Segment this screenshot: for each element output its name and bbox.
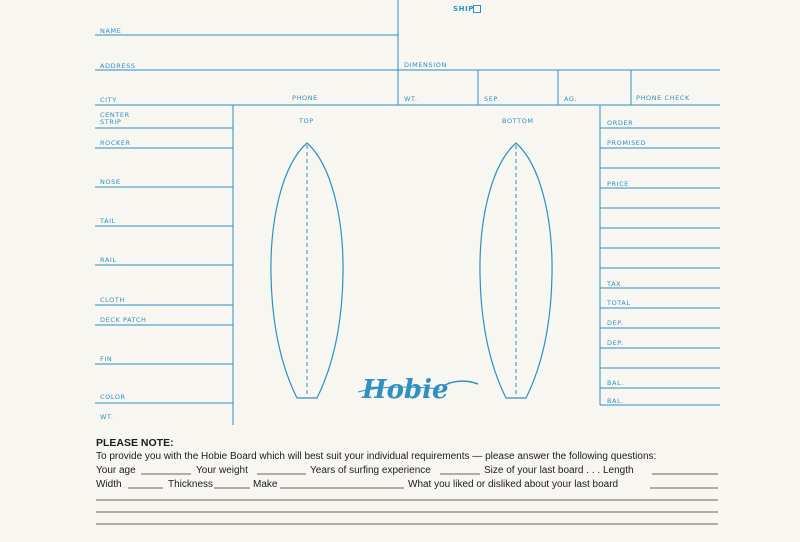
name-label: NAME (100, 27, 122, 35)
top-view-label: TOP (299, 117, 314, 125)
promised-label: PROMISED (607, 139, 647, 147)
center-strip-label-1: CENTER (100, 111, 130, 119)
wt-bottom-label: WT. (100, 413, 114, 421)
experience-question: Years of surfing experience (310, 465, 431, 476)
thickness-question: Thickness (168, 479, 214, 490)
dep-label-2: DEP. (607, 339, 624, 347)
price-label: PRICE (607, 180, 629, 188)
bal-label-2: BAL. (607, 397, 624, 405)
rail-label: RAIL (100, 256, 117, 264)
cloth-label: CLOTH (100, 296, 125, 304)
ship-label: SHIP (453, 5, 475, 13)
address-label: ADDRESS (100, 62, 136, 70)
color-label: COLOR (100, 393, 126, 401)
please-note-title: PLEASE NOTE: (96, 437, 174, 449)
city-label: CITY (100, 96, 117, 104)
width-question: Width (96, 479, 122, 490)
rocker-label: ROCKER (100, 139, 131, 147)
age-question: Your age (96, 465, 136, 476)
phone-label: PHONE (292, 94, 318, 102)
bottom-view-label: BOTTOM (502, 117, 534, 125)
order-label: ORDER (607, 119, 634, 127)
please-note-intro: To provide you with the Hobie Board which will best suit your individual requirements — please answer the following questions: (96, 451, 657, 462)
fin-label: FIN (100, 355, 113, 363)
liked-question: What you liked or disliked about your last board (408, 479, 619, 490)
center-strip-label-2: STRIP (100, 118, 122, 126)
dep-label-1: DEP. (607, 319, 624, 327)
tail-label: TAIL (100, 217, 116, 225)
tax-label: TAX (607, 280, 622, 288)
phone-check-label: PHONE CHECK (636, 94, 690, 102)
hobie-logo-text: Hobie (362, 375, 449, 405)
weight-question: Your weight (196, 465, 248, 476)
make-question: Make (253, 479, 278, 490)
total-label: TOTAL (607, 299, 631, 307)
last-size-question: Size of your last board . . . Length (484, 465, 634, 476)
bal-label-1: BAL. (607, 379, 624, 387)
ag-label: AG. (564, 95, 578, 103)
sep-label: SEP. (484, 95, 500, 103)
deck-patch-label: DECK PATCH (100, 316, 147, 324)
nose-label: NOSE (100, 178, 121, 186)
dimension-label: DIMENSION (404, 61, 447, 69)
wt-top-label: WT. (404, 95, 418, 103)
